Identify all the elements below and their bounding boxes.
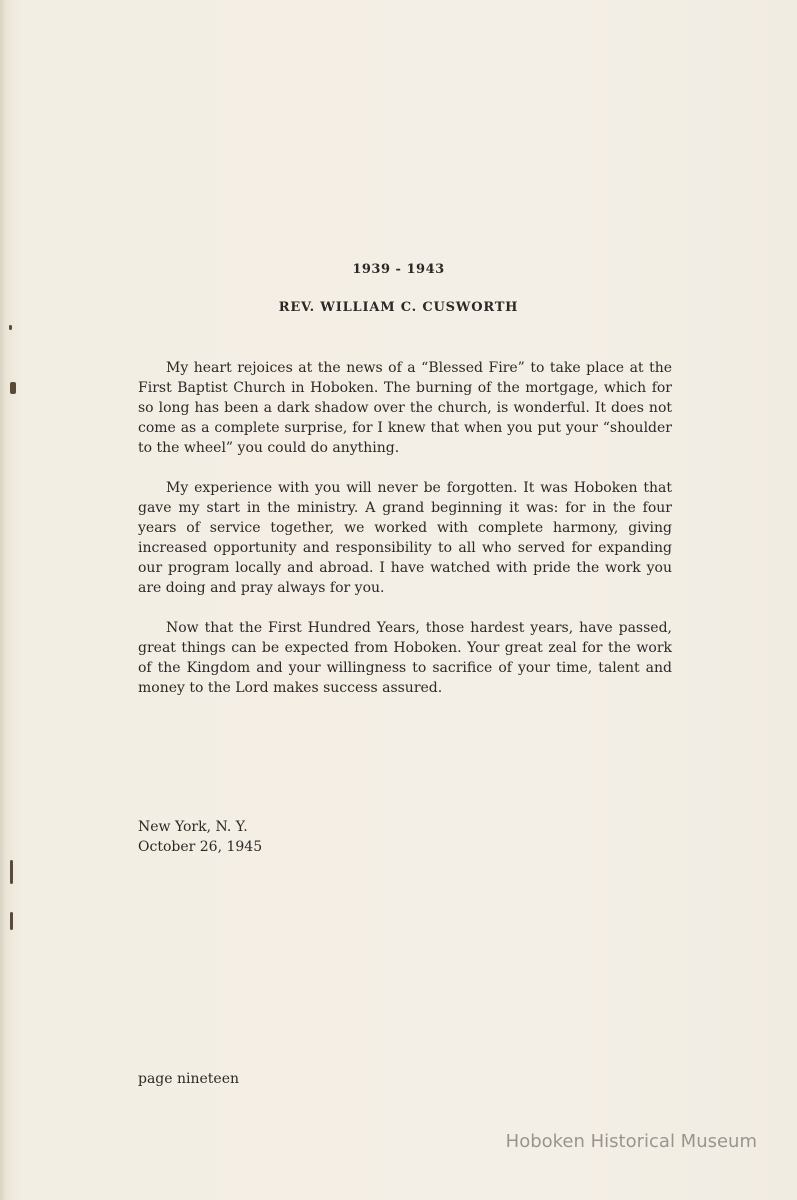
binding-mark xyxy=(10,860,13,884)
binding-mark xyxy=(10,382,16,394)
paragraph-2: My experience with you will never be forgotten. It was Hoboken that gave my start in the ministry. A grand beginning it was: for in the four years of service together, we worked with complete harmony, giving increased opportunity and responsibility to all who served for expanding our program locally and abroad. I have watched with pride the work you are doing and pray always for you. xyxy=(138,480,672,596)
author-heading: REV. WILLIAM C. CUSWORTH xyxy=(278,300,519,315)
binding-mark xyxy=(10,912,13,930)
signoff xyxy=(138,817,262,857)
museum-watermark: Hoboken Historical Museum xyxy=(505,1131,757,1152)
paragraph-3: Now that the First Hundred Years, those hardest years, have passed, great things can be expected from Hoboken. Your great zeal for the work of the Kingdom and your willingness to sacrifice of your time, talent and money to the Lord makes success assured. xyxy=(138,620,672,696)
page-number: page nineteen xyxy=(138,1071,240,1087)
letter-body xyxy=(138,358,672,718)
paragraph-1: My heart rejoices at the news of a “Blessed Fire” to take place at the First Baptist Church in Hoboken. The burning of the mortgage, which for so long has been a dark shadow over the church, is wonderful. It does not come as a complete surprise, for I knew that when you put your “shoulder to the wheel” you could do anything. xyxy=(138,360,672,456)
years-heading: 1939 - 1943 xyxy=(352,262,445,277)
binding-mark xyxy=(9,325,12,330)
signoff-date: October 26, 1945 xyxy=(138,839,263,855)
signoff-place: New York, N. Y. xyxy=(138,819,248,835)
